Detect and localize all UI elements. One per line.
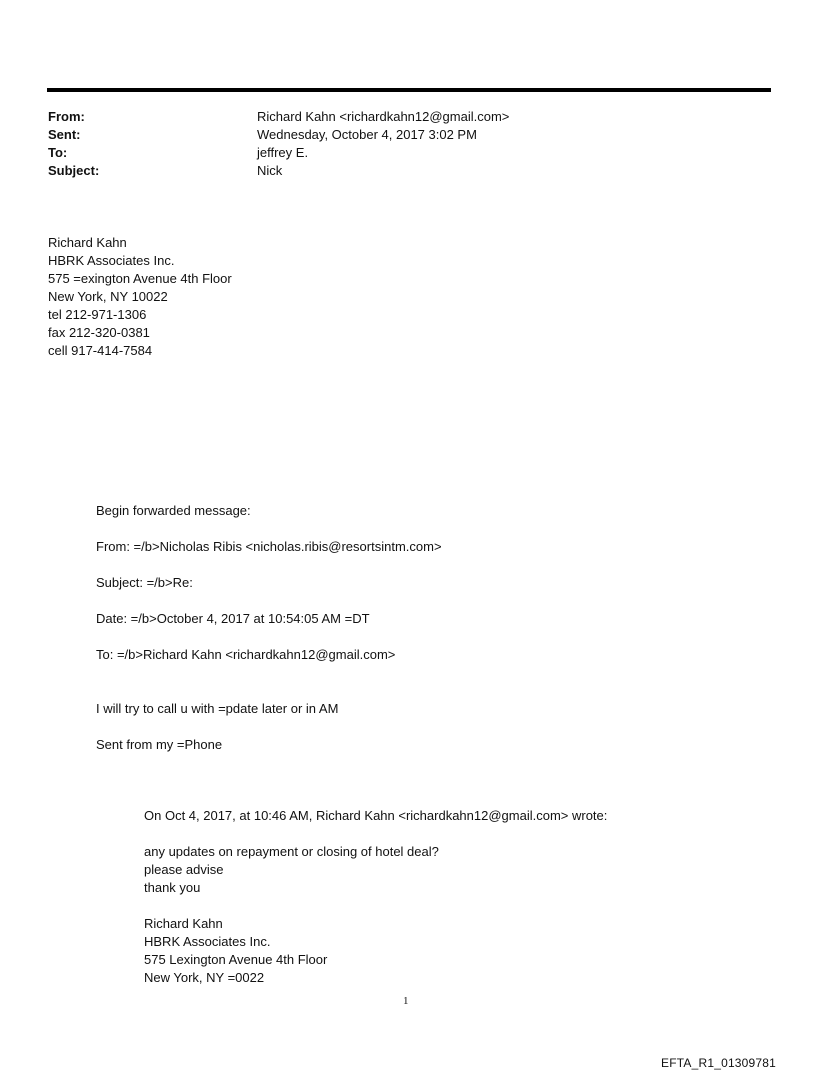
forwarded-body: I will try to call u with =pdate later or in AM <box>96 701 339 716</box>
sent-value: Wednesday, October 4, 2017 3:02 PM <box>257 127 477 142</box>
forwarded-intro: Begin forwarded message: <box>96 503 251 518</box>
forwarded-date: Date: =/b>October 4, 2017 at 10:54:05 AM =DT <box>96 611 370 626</box>
document-id: EFTA_R1_01309781 <box>661 1056 777 1070</box>
quoted-signature-line: Richard Kahn <box>144 916 223 931</box>
forwarded-to: To: =/b>Richard Kahn <richardkahn12@gmail.com> <box>96 647 396 662</box>
header-rule <box>47 88 771 92</box>
quoted-line: any updates on repayment or closing of hotel deal? <box>144 844 439 859</box>
signature-line: tel 212-971-1306 <box>48 307 147 322</box>
quoted-line: thank you <box>144 880 201 895</box>
signature-line: 575 =exington Avenue 4th Floor <box>48 271 232 286</box>
signature-line: New York, NY 10022 <box>48 289 168 304</box>
quoted-intro: On Oct 4, 2017, at 10:46 AM, Richard Kahn <richardkahn12@gmail.com> wrote: <box>144 808 608 823</box>
subject-label: Subject: <box>48 163 100 178</box>
sent-label: Sent: <box>48 127 81 142</box>
from-value: Richard Kahn <richardkahn12@gmail.com> <box>257 109 510 124</box>
forwarded-from: From: =/b>Nicholas Ribis <nicholas.ribis@resortsintm.com> <box>96 539 442 554</box>
forwarded-subject: Subject: =/b>Re: <box>96 575 193 590</box>
subject-value: Nick <box>257 163 283 178</box>
quoted-line: please advise <box>144 862 224 877</box>
page-number: 1 <box>403 995 409 1007</box>
signature-line: HBRK Associates Inc. <box>48 253 175 268</box>
signature-line: fax 212-320-0381 <box>48 325 150 340</box>
to-value: jeffrey E. <box>257 145 309 160</box>
quoted-signature-line: HBRK Associates Inc. <box>144 934 271 949</box>
quoted-signature-line: New York, NY =0022 <box>144 970 265 985</box>
to-label: To: <box>48 145 68 160</box>
signature-line: Richard Kahn <box>48 235 127 250</box>
forwarded-sent-from: Sent from my =Phone <box>96 737 223 752</box>
signature-line: cell 917-414-7584 <box>48 343 153 358</box>
from-label: From: <box>48 109 85 124</box>
quoted-signature-line: 575 Lexington Avenue 4th Floor <box>144 952 328 967</box>
